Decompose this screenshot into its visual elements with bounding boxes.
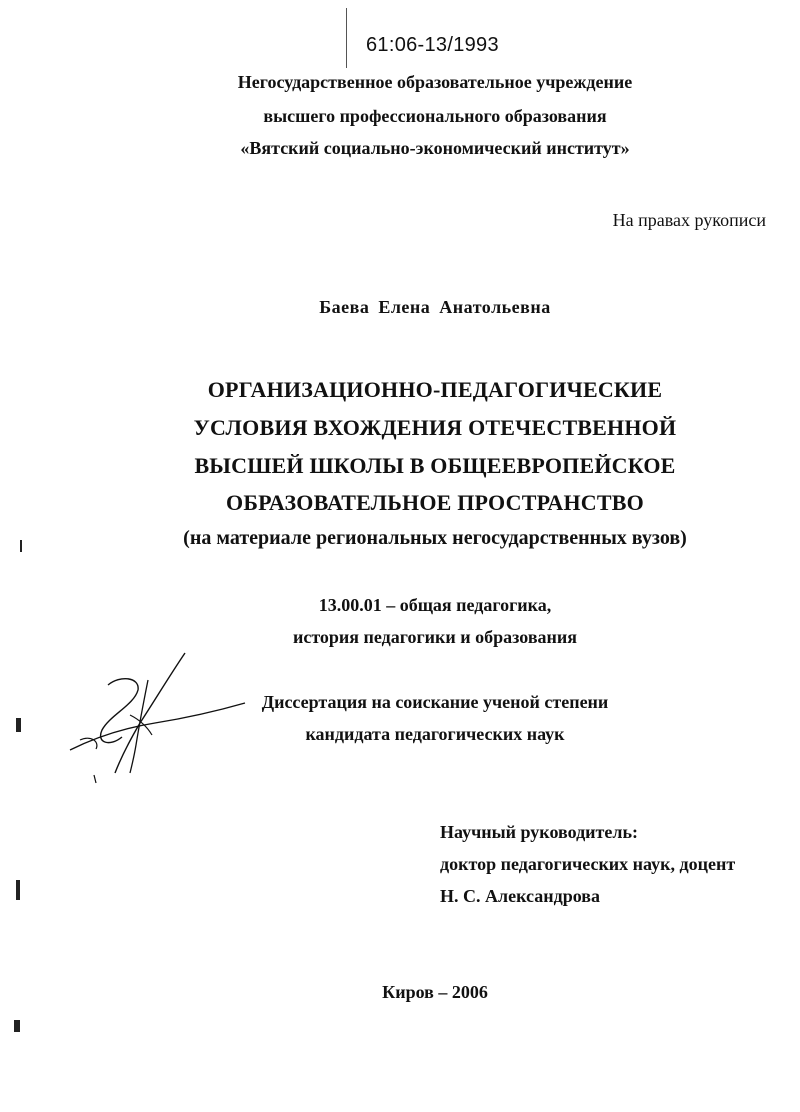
dissertation-title-line-4: ОБРАЗОВАТЕЛЬНОЕ ПРОСТРАНСТВО [226,490,644,515]
scan-edge-mark [14,1020,20,1032]
supervisor-rank: доктор педагогических наук, доцент [440,854,736,874]
supervisor-name: Н. С. Александрова [440,886,600,906]
supervisor-label: Научный руководитель: [440,822,638,842]
institution-line-1: Негосударственное образовательное учреждение [237,72,633,92]
institution-line-2: высшего профессионального образования [263,106,607,126]
registry-tick-mark [346,8,347,68]
dissertation-title-line-1: ОРГАНИЗАЦИОННО-ПЕДАГОГИЧЕСКИЕ [207,377,663,402]
scan-edge-mark [16,880,20,900]
place-and-year: Киров – 2006 [382,982,488,1002]
scan-edge-mark [16,718,21,732]
manuscript-rights-note: На правах рукописи [612,210,766,230]
dissertation-title-line-3: ВЫСШЕЙ ШКОЛЫ В ОБЩЕЕВРОПЕЙСКОЕ [194,453,676,478]
dissertation-title-line-2: УСЛОВИЯ ВХОЖДЕНИЯ ОТЕЧЕСТВЕННОЙ [193,415,677,440]
specialty-name: история педагогики и образования [292,627,578,647]
specialty-code: 13.00.01 – общая педагогика, [318,595,552,615]
handwritten-signature [60,645,260,790]
degree-line-2: кандидата педагогических наук [305,724,565,744]
dissertation-subtitle: (на материале региональных негосударственных вузов) [183,527,687,549]
registry-number: 61:06-13/1993 [366,34,499,56]
scan-edge-mark [20,540,22,552]
institution-line-3: «Вятский социально-экономический институт» [240,138,630,158]
author-name: Баева Елена Анатольевна [319,297,551,317]
degree-line-1: Диссертация на соискание ученой степени [261,692,609,712]
